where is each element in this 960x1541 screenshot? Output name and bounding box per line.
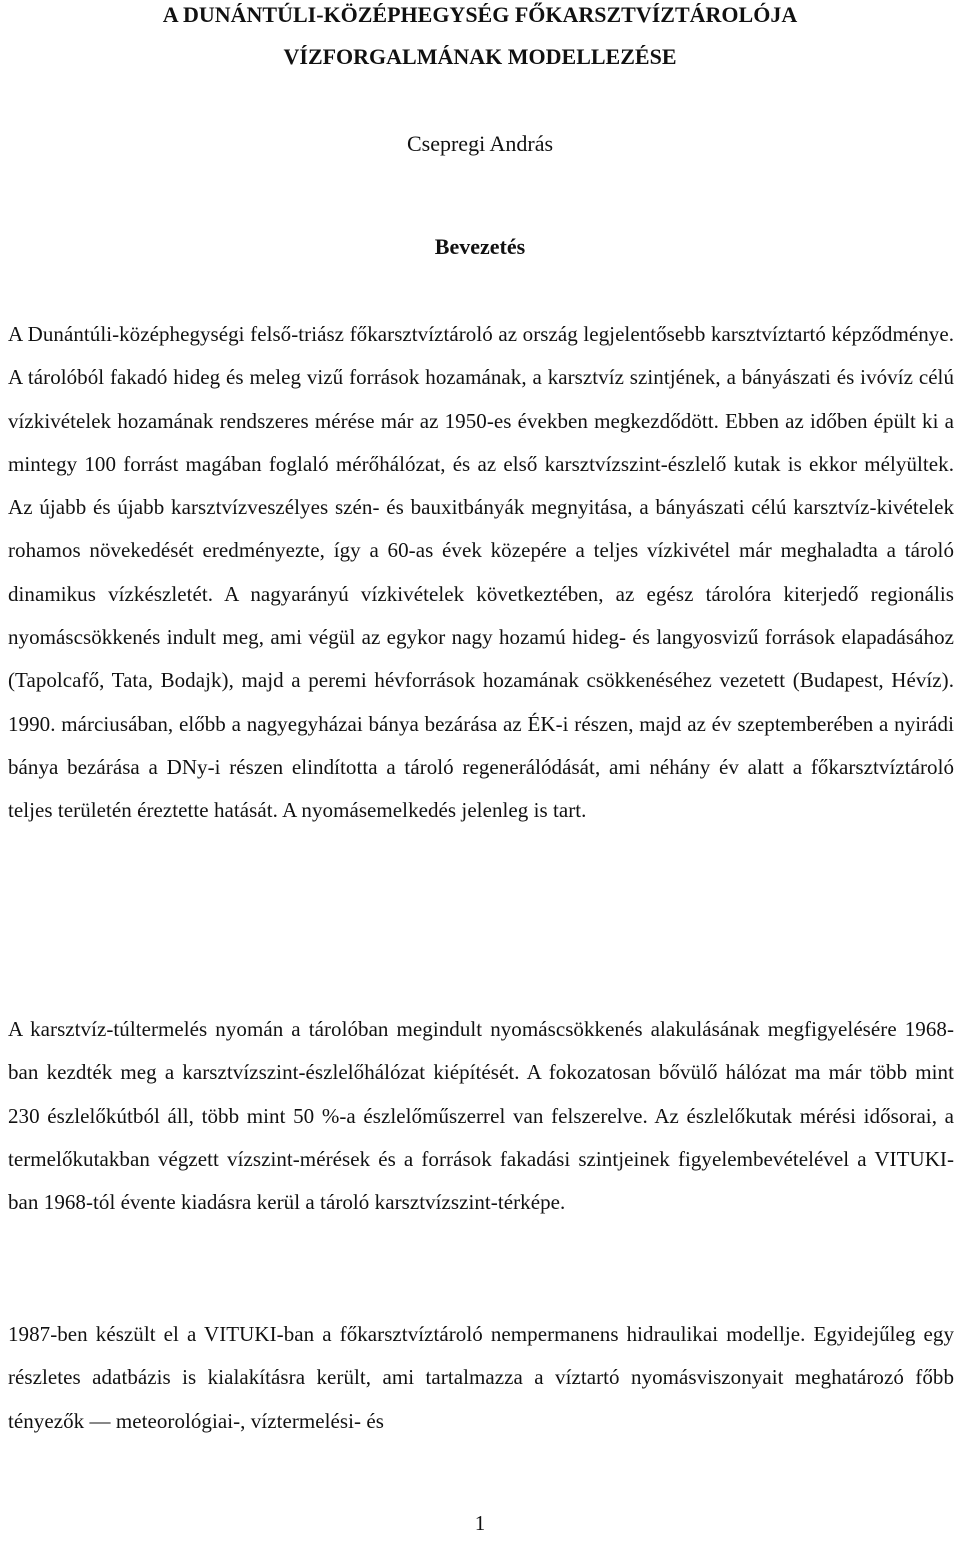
document-title-line-2: VÍZFORGALMÁNAK MODELLEZÉSE — [283, 44, 677, 69]
page-number: 1 — [474, 1511, 486, 1535]
body-paragraph: A karsztvíz-túltermelés nyomán a tárolóban megindult nyomáscsökkenés alakulásának megfigyelésére 1968-ban kezdték meg a karsztvízszint-észlelőhálózat kiépítését. A fokozatosan bővülő hálózat ma már több mint 230 észlelőkútból áll, több mint 50 %-a észlelőműszerrel van felszerelve. Az észlelőkutak mérési idősorai, a termelőkutakban végzett vízszint-mérések és a források fakadási szintjeinek figyelembevételével a VITUKI-ban 1968-tól évente kiadásra kerül a tároló karsztvízszint-térképe. — [8, 1017, 954, 1215]
author-name: Csepregi András — [406, 131, 554, 156]
body-paragraph: A Dunántúli-középhegységi felső-triász főkarsztvíztároló az ország legjelentősebb karsztvíztartó képződménye. A tárolóból fakadó hideg és meleg vizű források hozamának, a karsztvíz szintjének, a bányászati és ivóvíz célú vízkivételek hozamának rendszeres mérése már az 1950-es években megkezdődött. Ebben az időben épült ki a mintegy 100 forrást magában foglaló mérőhálózat, és az első karsztvízszint-észlelő kutak is ekkor mélyültek. Az újabb és újabb karsztvízveszélyes szén- és bauxitbányák megnyitása, a bányászati célú karsztvíz-kivételek rohamos növekedését eredményezte, így a 60-as évek közepére a teljes vízkivétel már meghaladta a tároló dinamikus vízkészletét. A nagyarányú vízkivételek következtében, az egész tárolóra kiterjedő regionális nyomáscsökkenés indult meg, ami végül az egykor nagy hozamú hideg- és langyosvizű források elapadásához (Tapolcafő, Tata, Bodajk), majd a peremi hévforrások hozamának csökkenéséhez vezetett (Budapest, Hévíz). 1990. márciusában, előbb a nagyegyházai bánya bezárása az ÉK-i részen, majd az év szeptemberében a nyirádi bánya bezárása a DNy-i részen elindította a tároló regenerálódását, ami néhány év alatt a főkarsztvíztároló teljes területén éreztette hatását. A nyomásemelkedés jelenleg is tart. — [8, 322, 954, 823]
section-heading: Bevezetés — [434, 234, 526, 259]
body-paragraph: 1987-ben készült el a VITUKI-ban a főkarsztvíztároló nempermanens hidraulikai modellje. Egyidejűleg egy részletes adatbázis is kialakításra került, ami tartalmazza a víztartó nyomásviszonyait meghatározó főbb tényezők — meteorológiai-, víztermelési- és — [8, 1322, 954, 1433]
document-title-line-1: A DUNÁNTÚLI-KÖZÉPHEGYSÉG FŐKARSZTVÍZTÁROLÓJA — [162, 2, 798, 27]
